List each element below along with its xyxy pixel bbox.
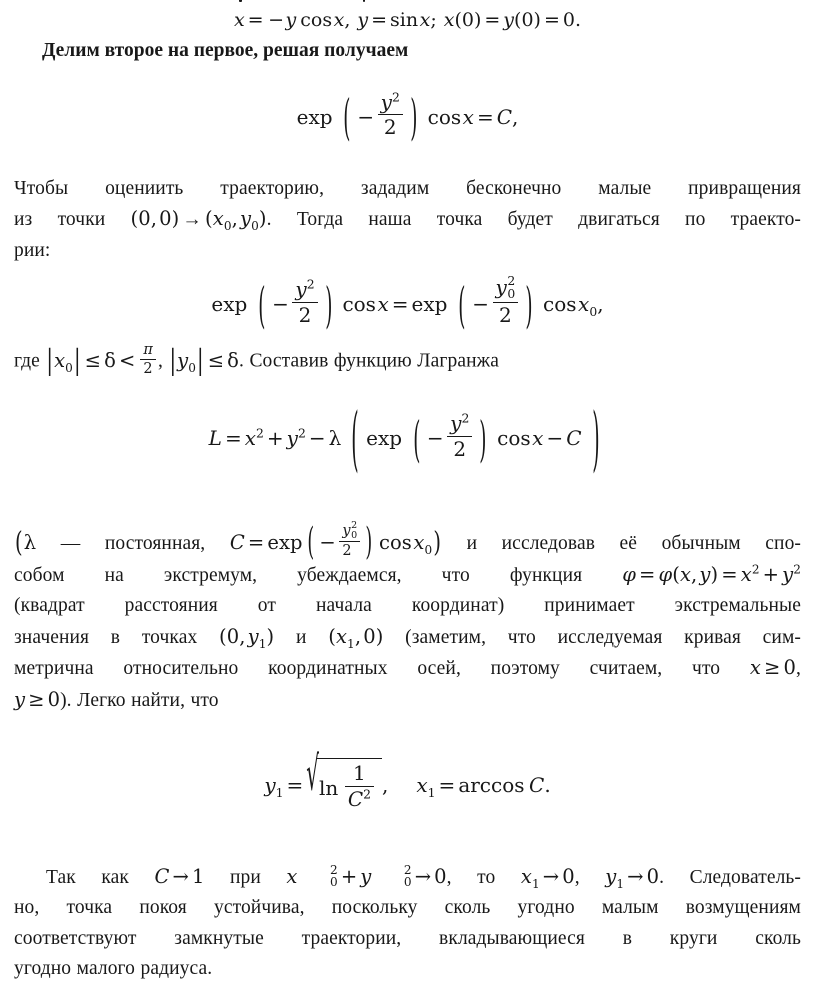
subscript-one-1: 1	[275, 784, 284, 800]
conclusion-prefix: Так как	[46, 866, 155, 888]
equation-trajectory	[14, 273, 801, 334]
cos-operator-3: cos	[342, 292, 376, 317]
conclusion-consequently: . Следователь-	[659, 866, 802, 888]
conclusion-then: , то	[446, 866, 521, 888]
x0-symbol: x	[578, 292, 590, 317]
para-line-2	[14, 204, 801, 236]
x-symbol: x	[333, 9, 345, 31]
left-paren: (	[454, 9, 462, 31]
inline-math-x0sq-plus-y0sq-to-0: x 2 0 + y 2 0 → 0	[286, 862, 447, 890]
minus-sign-exp: −	[357, 105, 375, 129]
minus-sign-2: −	[308, 426, 326, 451]
exp-operator-4: exp	[411, 292, 448, 317]
left-paren-big: (	[343, 87, 351, 147]
equals-sign-2: =	[371, 9, 388, 31]
x-symbol-6: x	[244, 426, 256, 451]
equation-extremal-values	[14, 744, 801, 820]
inline-math-perturbed-point: ($x_0$, $y_0$)	[204, 207, 267, 234]
conclusion-line-1	[14, 862, 801, 894]
period-2: .	[544, 772, 551, 797]
inline-math-C-to-1: C → 1	[154, 864, 205, 888]
equals-sign-8: =	[286, 772, 304, 797]
right-paren-big-4: )	[479, 409, 487, 469]
conjunction-and: и	[295, 626, 307, 648]
extremum-line-6	[14, 685, 801, 717]
extremum-line-1-tail: и исследовав её обычным спо-	[466, 533, 802, 554]
superscript-two-2: 2	[297, 425, 306, 441]
para-line-1: Чтобы оцениить траекторию, зададим бесконечно малые привращения	[14, 177, 801, 199]
right-paren-big-2: )	[324, 275, 333, 334]
para-line-2-suffix: . Тогда наша точка будет двигаться по траекто-	[266, 209, 802, 231]
fraction-y0-squared-over-two: y 2 0 2	[493, 275, 519, 326]
period: .	[574, 9, 582, 31]
y-dot-symbol: y	[357, 5, 368, 35]
exp-operator-3: exp	[211, 292, 248, 317]
equals-sign: =	[247, 9, 264, 31]
left-paren-2: (	[514, 9, 522, 31]
where-prefix: где	[14, 350, 46, 372]
inline-math-x1-to-0: $x_1 \to 0$	[520, 864, 575, 891]
exp-operator-5: exp	[366, 426, 403, 451]
fraction-one-over-C-squared: $\frac{1}{C^2}$	[345, 762, 374, 810]
extremum-line-1	[14, 520, 802, 565]
cos-operator-5: cos	[497, 426, 531, 451]
text-column	[14, 0, 801, 985]
where-suffix: . Составив функцию Лагранжа	[239, 350, 499, 372]
square-root-expression	[306, 744, 382, 820]
zero-2: 0	[521, 9, 534, 31]
lambda-constant-label: — постоянная,	[60, 533, 206, 554]
left-paren-big-4: (	[412, 409, 421, 469]
equation-first-integral	[14, 87, 801, 147]
semicolon: ;	[430, 9, 437, 31]
inline-math-point-x1-0: ($x_1$, 0)	[328, 624, 384, 651]
radicand	[317, 758, 382, 810]
inline-math-x-geq-0: x ≥ 0	[749, 656, 796, 680]
y1-symbol: y	[264, 772, 276, 797]
right-paren-big: )	[410, 87, 418, 147]
extremum-line-5	[14, 653, 801, 685]
cos-operator-4: cos	[543, 292, 577, 317]
inline-math-x0-bound: $|x_0| \le \delta$ < $\frac{\pi}{2}$	[45, 349, 158, 372]
x-symbol-2: x	[419, 9, 431, 31]
arccos-operator: arccos	[458, 772, 525, 797]
x-symbol-3: x	[443, 9, 455, 31]
paragraph-estimate-trajectory	[14, 174, 801, 267]
cos-operator-2: cos	[427, 105, 462, 129]
minus-sign-exp-4: −	[426, 426, 444, 451]
exp-operator: exp	[296, 105, 333, 129]
ln-operator: ln	[319, 776, 339, 801]
sin-operator: sin	[390, 9, 419, 31]
values-at-text: значения в точках	[14, 626, 198, 648]
inline-math-lambda-const: (λ	[15, 525, 37, 559]
left-paren-big-3: (	[458, 275, 466, 334]
easy-to-find-text: ). Легко найти, что	[60, 689, 219, 711]
x-symbol-7: x	[532, 426, 544, 451]
conclusion-line-3: соответствуют замкнутые траектории, вкладывающиеся в круги сколь	[14, 927, 801, 949]
inline-math-C-definition: C = exp ( − y 2 0 2 ) cosx$_0$)	[229, 520, 442, 565]
comma-4: ,	[796, 658, 801, 680]
equals-sign-3: =	[484, 9, 501, 31]
left-paren-big-2: (	[258, 275, 266, 334]
equals-sign-4: =	[543, 9, 560, 31]
comma-2: ,	[512, 105, 519, 129]
C-constant: C	[496, 105, 513, 129]
minus-sign: −	[268, 9, 285, 31]
para-line-3: рии:	[14, 239, 51, 261]
comma-5: ,	[382, 772, 389, 797]
paragraph-conclusion	[14, 862, 801, 985]
equals-sign-6: =	[391, 292, 409, 317]
right-paren-huge: )	[591, 396, 600, 481]
inline-math-y1-to-0: $y_1 \to 0$	[605, 864, 660, 891]
equation-lagrange-function	[14, 396, 801, 481]
C-constant-3: C	[529, 772, 545, 797]
cos-operator: cos	[300, 9, 333, 31]
conclusion-line-2: но, точка покоя устойчива, поскольку сколь угодно малым возмущениям	[14, 897, 801, 919]
plus-sign: +	[266, 426, 284, 451]
x1-symbol: x	[416, 772, 428, 797]
conclusion-when: при	[204, 866, 287, 888]
inline-math-origin-point: (0, 0)	[130, 207, 180, 231]
y-symbol-3: y	[286, 426, 298, 451]
radical-sign: √	[306, 744, 320, 801]
y-symbol: y	[285, 9, 297, 31]
inline-math-y0-bound: $|y_0| \le \delta$	[169, 343, 239, 377]
comma: ,	[344, 9, 351, 31]
equation-system-of-odes	[14, 0, 801, 36]
fraction-pi-over-two: $\frac{\pi}{2}$	[140, 342, 156, 377]
fraction-y-squared-over-two-2: $\frac{y^2}{2}$	[292, 278, 317, 326]
extremum-line-3: (квадрат расстояния от начала координат) принимает экстремальные	[14, 595, 801, 617]
y-symbol-2: y	[503, 9, 515, 31]
minus-sign-exp-3: −	[472, 292, 489, 317]
symmetric-text: метрична относительно координатных осей, поэтому считаем, что	[14, 658, 721, 680]
left-paren-huge: (	[351, 396, 359, 481]
extremum-method-text: собом на экстремум, убеждаемся, что функция	[14, 564, 583, 586]
extremum-line-2	[14, 560, 801, 592]
inline-math-phi-definition: φ = φ(x, $y) = x^2 + y^2$	[622, 562, 801, 586]
note-text: (заметим, что исследуемая кривая сим-	[405, 626, 801, 648]
comma-6: ,	[574, 866, 580, 888]
equals-sign-5: =	[476, 105, 494, 129]
right-paren-2: )	[533, 9, 541, 31]
equals-sign-9: =	[438, 772, 456, 797]
fraction-y-squared-over-two-3: $\frac{y^2}{2}$	[447, 412, 472, 460]
equals-sign-7: =	[224, 426, 242, 451]
x-dot-symbol: x	[234, 5, 245, 35]
heading-divide-equations: Делим второе на первое, решая получаем	[42, 40, 409, 61]
minus-sign-exp-2: −	[272, 292, 289, 317]
inline-math-y-geq-0: y ≥ 0	[14, 687, 61, 711]
fraction-y-squared-over-two: $\frac{y^2}{2}$	[378, 91, 403, 139]
x-symbol-5: x	[377, 292, 389, 317]
zero-1: 0	[461, 9, 474, 31]
paragraph-extremum-analysis	[14, 521, 801, 716]
right-paren-big-3: )	[525, 275, 533, 334]
zero-3: 0	[562, 9, 575, 31]
x-symbol-4: x	[462, 105, 474, 129]
conclusion-line-4: угодно малого радиуса.	[14, 958, 213, 980]
L-symbol: L	[208, 426, 222, 451]
subscript-one-2: 1	[427, 784, 436, 800]
minus-sign-3: −	[546, 426, 564, 451]
inline-math-point-0-y1: (0, $y_1$)	[219, 624, 275, 651]
extremum-line-4	[14, 622, 801, 654]
fraction-y0sq-over-2-inline: y 2 0 2	[339, 521, 360, 560]
para-line-2-prefix: из точки	[14, 209, 131, 231]
where-comma: ,	[157, 350, 169, 372]
comma-3: ,	[597, 292, 604, 317]
superscript-two-1: 2	[256, 425, 264, 441]
subscript-zero: 0	[589, 304, 598, 320]
lambda-symbol: λ	[328, 426, 342, 451]
line-where-conditions	[14, 342, 801, 377]
C-constant-2: C	[566, 426, 582, 451]
arrow-icon: →	[182, 209, 202, 231]
right-paren: )	[473, 9, 482, 31]
